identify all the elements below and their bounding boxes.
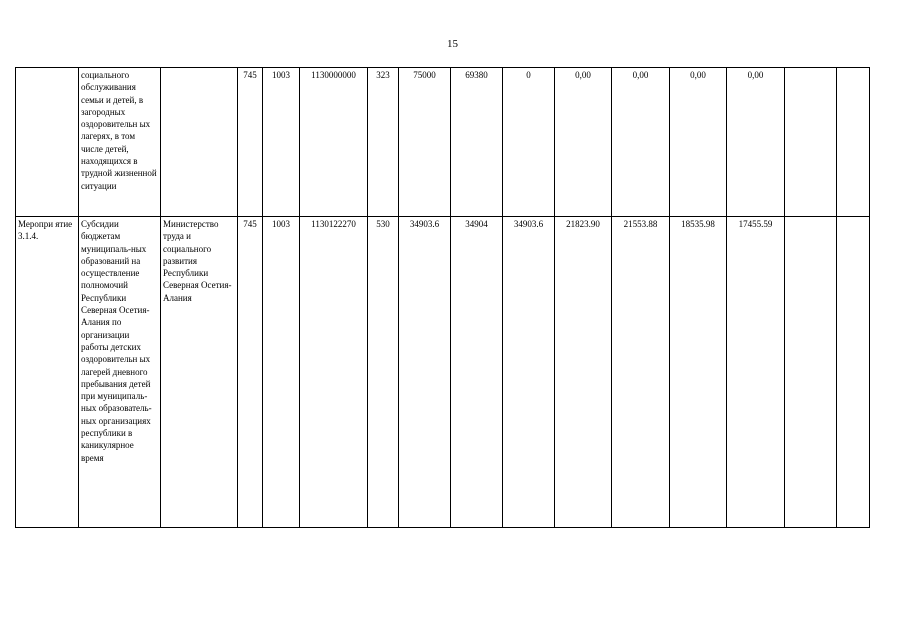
cell-rzpr: 1003 [263,68,300,217]
page-number: 15 [447,38,458,50]
cell-value: 21823.90 [555,217,612,528]
cell-value: 34904 [451,217,503,528]
cell-value [837,68,870,217]
cell-value: 0,00 [670,68,727,217]
cell-value [837,217,870,528]
cell-value: 75000 [399,68,451,217]
cell-csr: 1130122270 [300,217,368,528]
cell-value: 34903.6 [399,217,451,528]
cell-value: 0,00 [555,68,612,217]
cell-value: 0,00 [727,68,785,217]
cell-grbs: 745 [238,68,263,217]
cell-value [785,68,837,217]
cell-value: 0,00 [612,68,670,217]
table-row [16,68,870,217]
cell-name: социального обслуживания семьи и детей, в загородных оздоровительн ых лагерях, в том числе детей, находящихся в трудной жизненной ситуации [79,68,161,217]
cell-value: 34903.6 [503,217,555,528]
cell-code: Меропри ятие 3.1.4. [16,217,79,528]
cell-rzpr: 1003 [263,217,300,528]
table-row [16,217,870,528]
cell-vr: 323 [368,68,399,217]
budget-table [15,67,870,528]
cell-value: 18535.98 [670,217,727,528]
cell-value: 69380 [451,68,503,217]
cell-value [785,217,837,528]
cell-vr: 530 [368,217,399,528]
cell-executor [161,68,238,217]
cell-executor: Министерство труда и социального развития Республики Северная Осетия-Алания [161,217,238,528]
cell-name: Субсидии бюджетам муниципаль-ных образований на осуществление полномочий Республики Северная Осетия-Алания по организации работы детских оздоровительн ых лагерей дневного пребывания детей при муниципаль-ных образователь-ных организациях республики в каникулярное время [79,217,161,528]
cell-value: 0 [503,68,555,217]
cell-csr: 1130000000 [300,68,368,217]
cell-code [16,68,79,217]
cell-value: 17455.59 [727,217,785,528]
cell-grbs: 745 [238,217,263,528]
cell-value: 21553.88 [612,217,670,528]
